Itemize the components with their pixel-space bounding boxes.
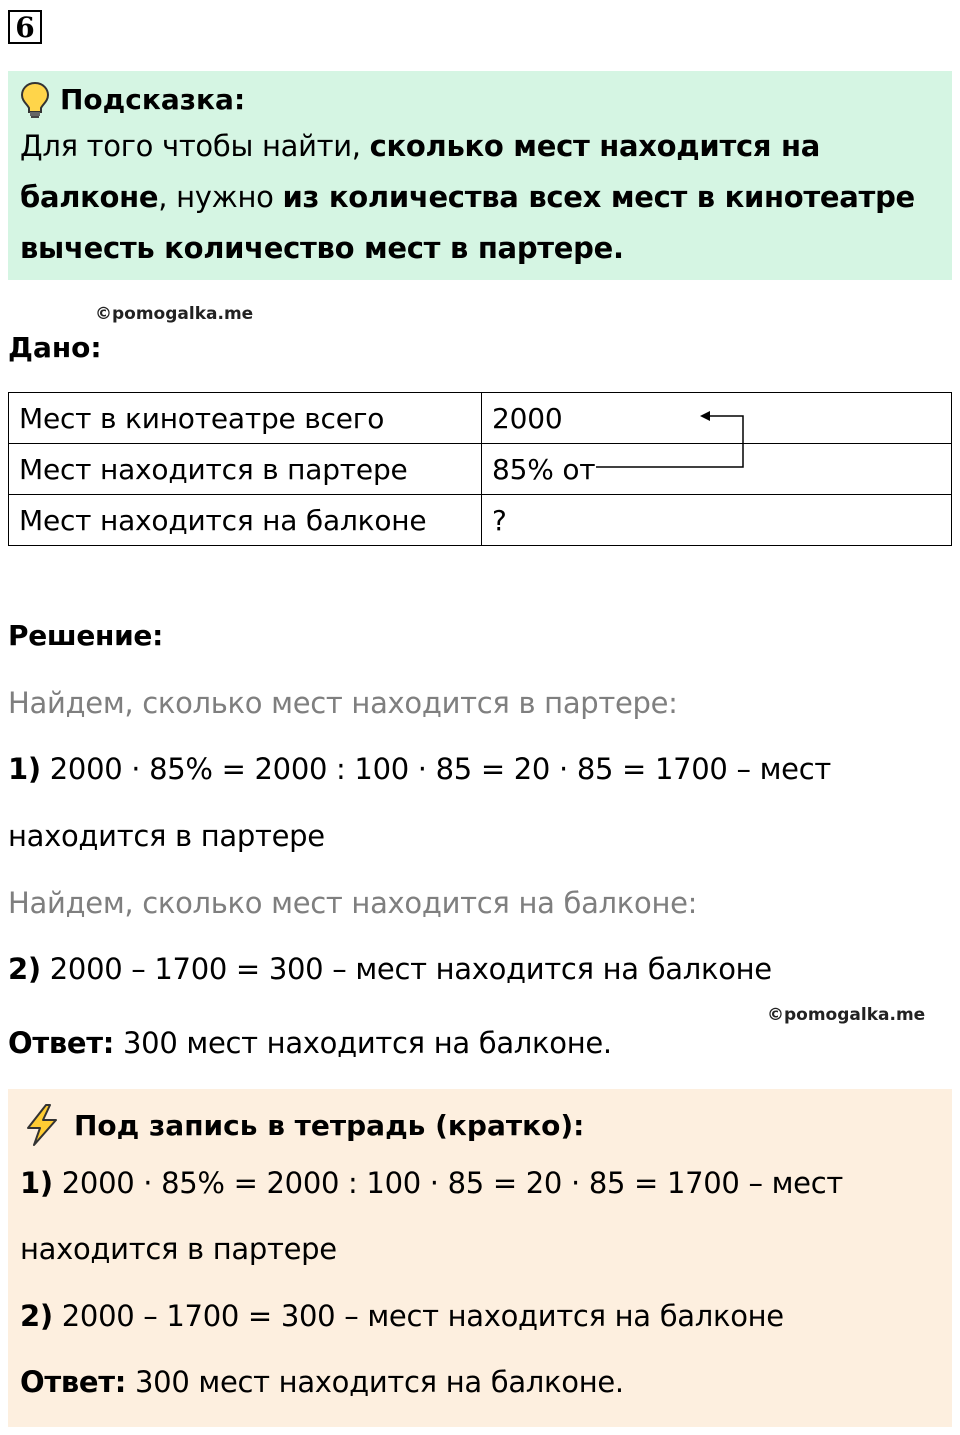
step1-hint: Найдем, сколько мест находится в партере: xyxy=(8,686,678,720)
notebook-title: Под запись в тетрадь (кратко): xyxy=(74,1108,585,1142)
answer-label: Ответ: xyxy=(8,1026,115,1060)
step-expression: 2000 · 85% = 2000 : 100 · 85 = 20 · 85 = 1700 – мест xyxy=(52,1166,843,1200)
task-number: 6 xyxy=(8,10,42,44)
solution-title: Решение: xyxy=(8,619,163,652)
notebook-box xyxy=(8,1089,952,1427)
notebook-step1-line xyxy=(20,1166,843,1200)
hint-title: Подсказка: xyxy=(60,83,246,116)
answer-line xyxy=(8,1026,612,1060)
notebook-answer-line xyxy=(20,1365,624,1399)
step-number: 1) xyxy=(8,752,41,786)
answer-text: 300 мест находится на балконе. xyxy=(114,1026,612,1060)
table-row xyxy=(9,495,952,546)
watermark: ©pomogalka.me xyxy=(95,304,254,324)
reference-arrow-icon xyxy=(590,404,750,474)
step-expression: 2000 – 1700 = 300 – мест находится на балконе xyxy=(52,1299,784,1333)
watermark: ©pomogalka.me xyxy=(767,1005,926,1025)
hint-text-bold: из количества всех мест в кинотеатре вычесть количество мест в партере. xyxy=(20,180,915,265)
step1-continuation: находится в партере xyxy=(8,819,325,853)
table-row xyxy=(9,444,952,495)
step-number: 2) xyxy=(20,1299,53,1333)
step2-line xyxy=(8,952,772,986)
hint-text-bold: сколько мест находится на балконе xyxy=(20,129,820,214)
hint-box xyxy=(8,71,952,280)
given-label: Мест находится в партере xyxy=(9,444,482,495)
step1-line xyxy=(8,752,831,786)
step-expression: 2000 – 1700 = 300 – мест находится на балконе xyxy=(40,952,772,986)
given-table xyxy=(8,392,952,546)
given-title: Дано: xyxy=(8,331,102,364)
given-value: 85% от xyxy=(482,444,952,495)
table-row xyxy=(9,393,952,444)
given-value: ? xyxy=(482,495,952,546)
given-label: Мест в кинотеатре всего xyxy=(9,393,482,444)
hint-text-part: , нужно xyxy=(158,180,283,214)
given-label: Мест находится на балконе xyxy=(9,495,482,546)
step-number: 1) xyxy=(20,1166,53,1200)
given-value: 2000 xyxy=(482,393,952,444)
answer-label: Ответ: xyxy=(20,1365,127,1399)
step-expression: 2000 · 85% = 2000 : 100 · 85 = 20 · 85 = 1700 – мест xyxy=(40,752,831,786)
hint-text xyxy=(20,121,940,274)
notebook-title-row xyxy=(20,1101,584,1149)
answer-text: 300 мест находится на балконе. xyxy=(126,1365,624,1399)
step2-hint: Найдем, сколько мест находится на балконе: xyxy=(8,886,698,920)
lightning-icon xyxy=(20,1103,64,1147)
step-number: 2) xyxy=(8,952,41,986)
lightbulb-icon xyxy=(20,81,50,119)
hint-text-part: Для того чтобы найти, xyxy=(20,129,370,163)
notebook-step1-continuation: находится в партере xyxy=(20,1232,337,1266)
hint-title-row xyxy=(20,79,940,121)
notebook-step2-line xyxy=(20,1299,784,1333)
